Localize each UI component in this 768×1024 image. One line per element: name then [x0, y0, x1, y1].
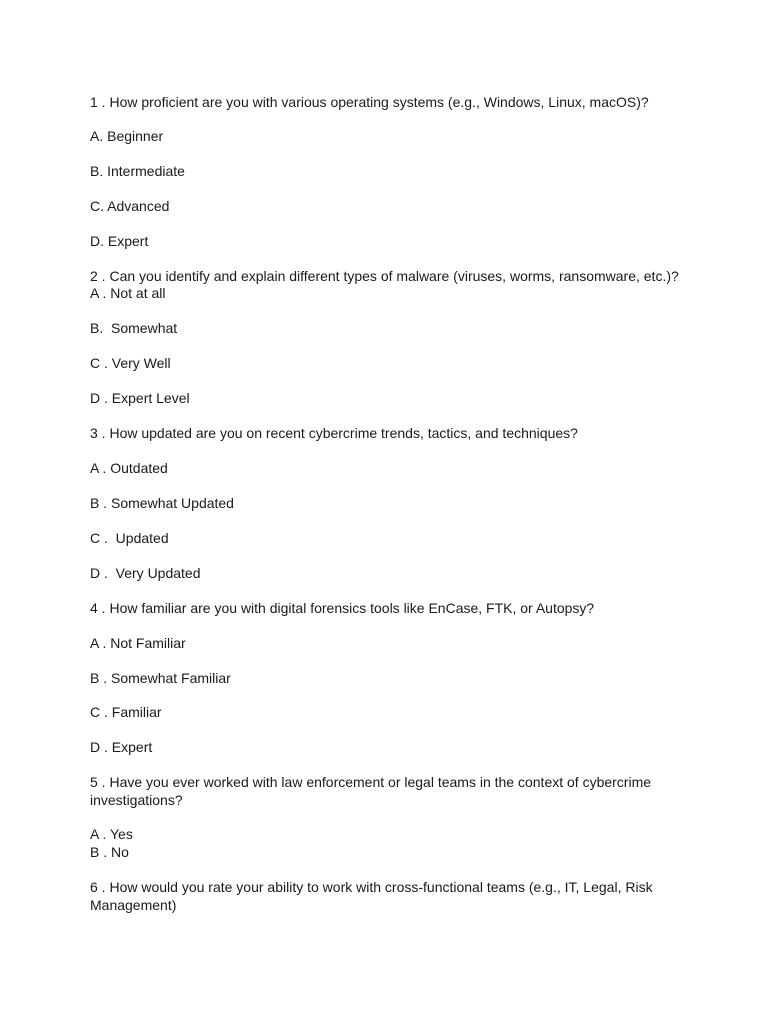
question-4-option-a: A . Not Familiar	[90, 635, 186, 651]
question-2-option-c: C . Very Well	[90, 355, 171, 371]
question-6-prompt-line-1: 6 . How would you rate your ability to work with cross-functional teams (e.g., IT, Legal, Risk	[90, 879, 653, 895]
question-3-option-b: B . Somewhat Updated	[90, 495, 234, 511]
question-5-option-b: B . No	[90, 844, 129, 860]
question-2-option-d: D . Expert Level	[90, 390, 190, 406]
question-1-option-d: D. Expert	[90, 233, 149, 249]
question-5-prompt-line-2: investigations?	[90, 792, 183, 808]
question-1-option-b: B. Intermediate	[90, 163, 185, 179]
question-4-option-b: B . Somewhat Familiar	[90, 670, 231, 686]
question-2-option-a: A . Not at all	[90, 285, 166, 301]
question-2-prompt: 2 . Can you identify and explain different types of malware (viruses, worms, ransomware, etc.)?	[90, 268, 679, 284]
question-3-option-a: A . Outdated	[90, 460, 168, 476]
question-3-option-c: C . Updated	[90, 530, 169, 546]
question-1-option-c: C. Advanced	[90, 198, 170, 214]
question-2-option-b: B. Somewhat	[90, 320, 178, 336]
question-3-prompt: 3 . How updated are you on recent cybercrime trends, tactics, and techniques?	[90, 425, 578, 441]
question-4-prompt: 4 . How familiar are you with digital forensics tools like EnCase, FTK, or Autopsy?	[90, 600, 595, 616]
question-5-option-a: A . Yes	[90, 826, 133, 842]
question-4-option-c: C . Familiar	[90, 704, 162, 720]
question-1-option-a: A. Beginner	[90, 128, 164, 144]
question-3-option-d: D . Very Updated	[90, 565, 201, 581]
question-4-option-d: D . Expert	[90, 739, 153, 755]
question-6-prompt-line-2: Management)	[90, 897, 177, 913]
question-1-prompt: 1 . How proficient are you with various operating systems (e.g., Windows, Linux, macOS)?	[90, 94, 649, 110]
question-5-prompt-line-1: 5 . Have you ever worked with law enforcement or legal teams in the context of cybercrime	[90, 774, 652, 790]
